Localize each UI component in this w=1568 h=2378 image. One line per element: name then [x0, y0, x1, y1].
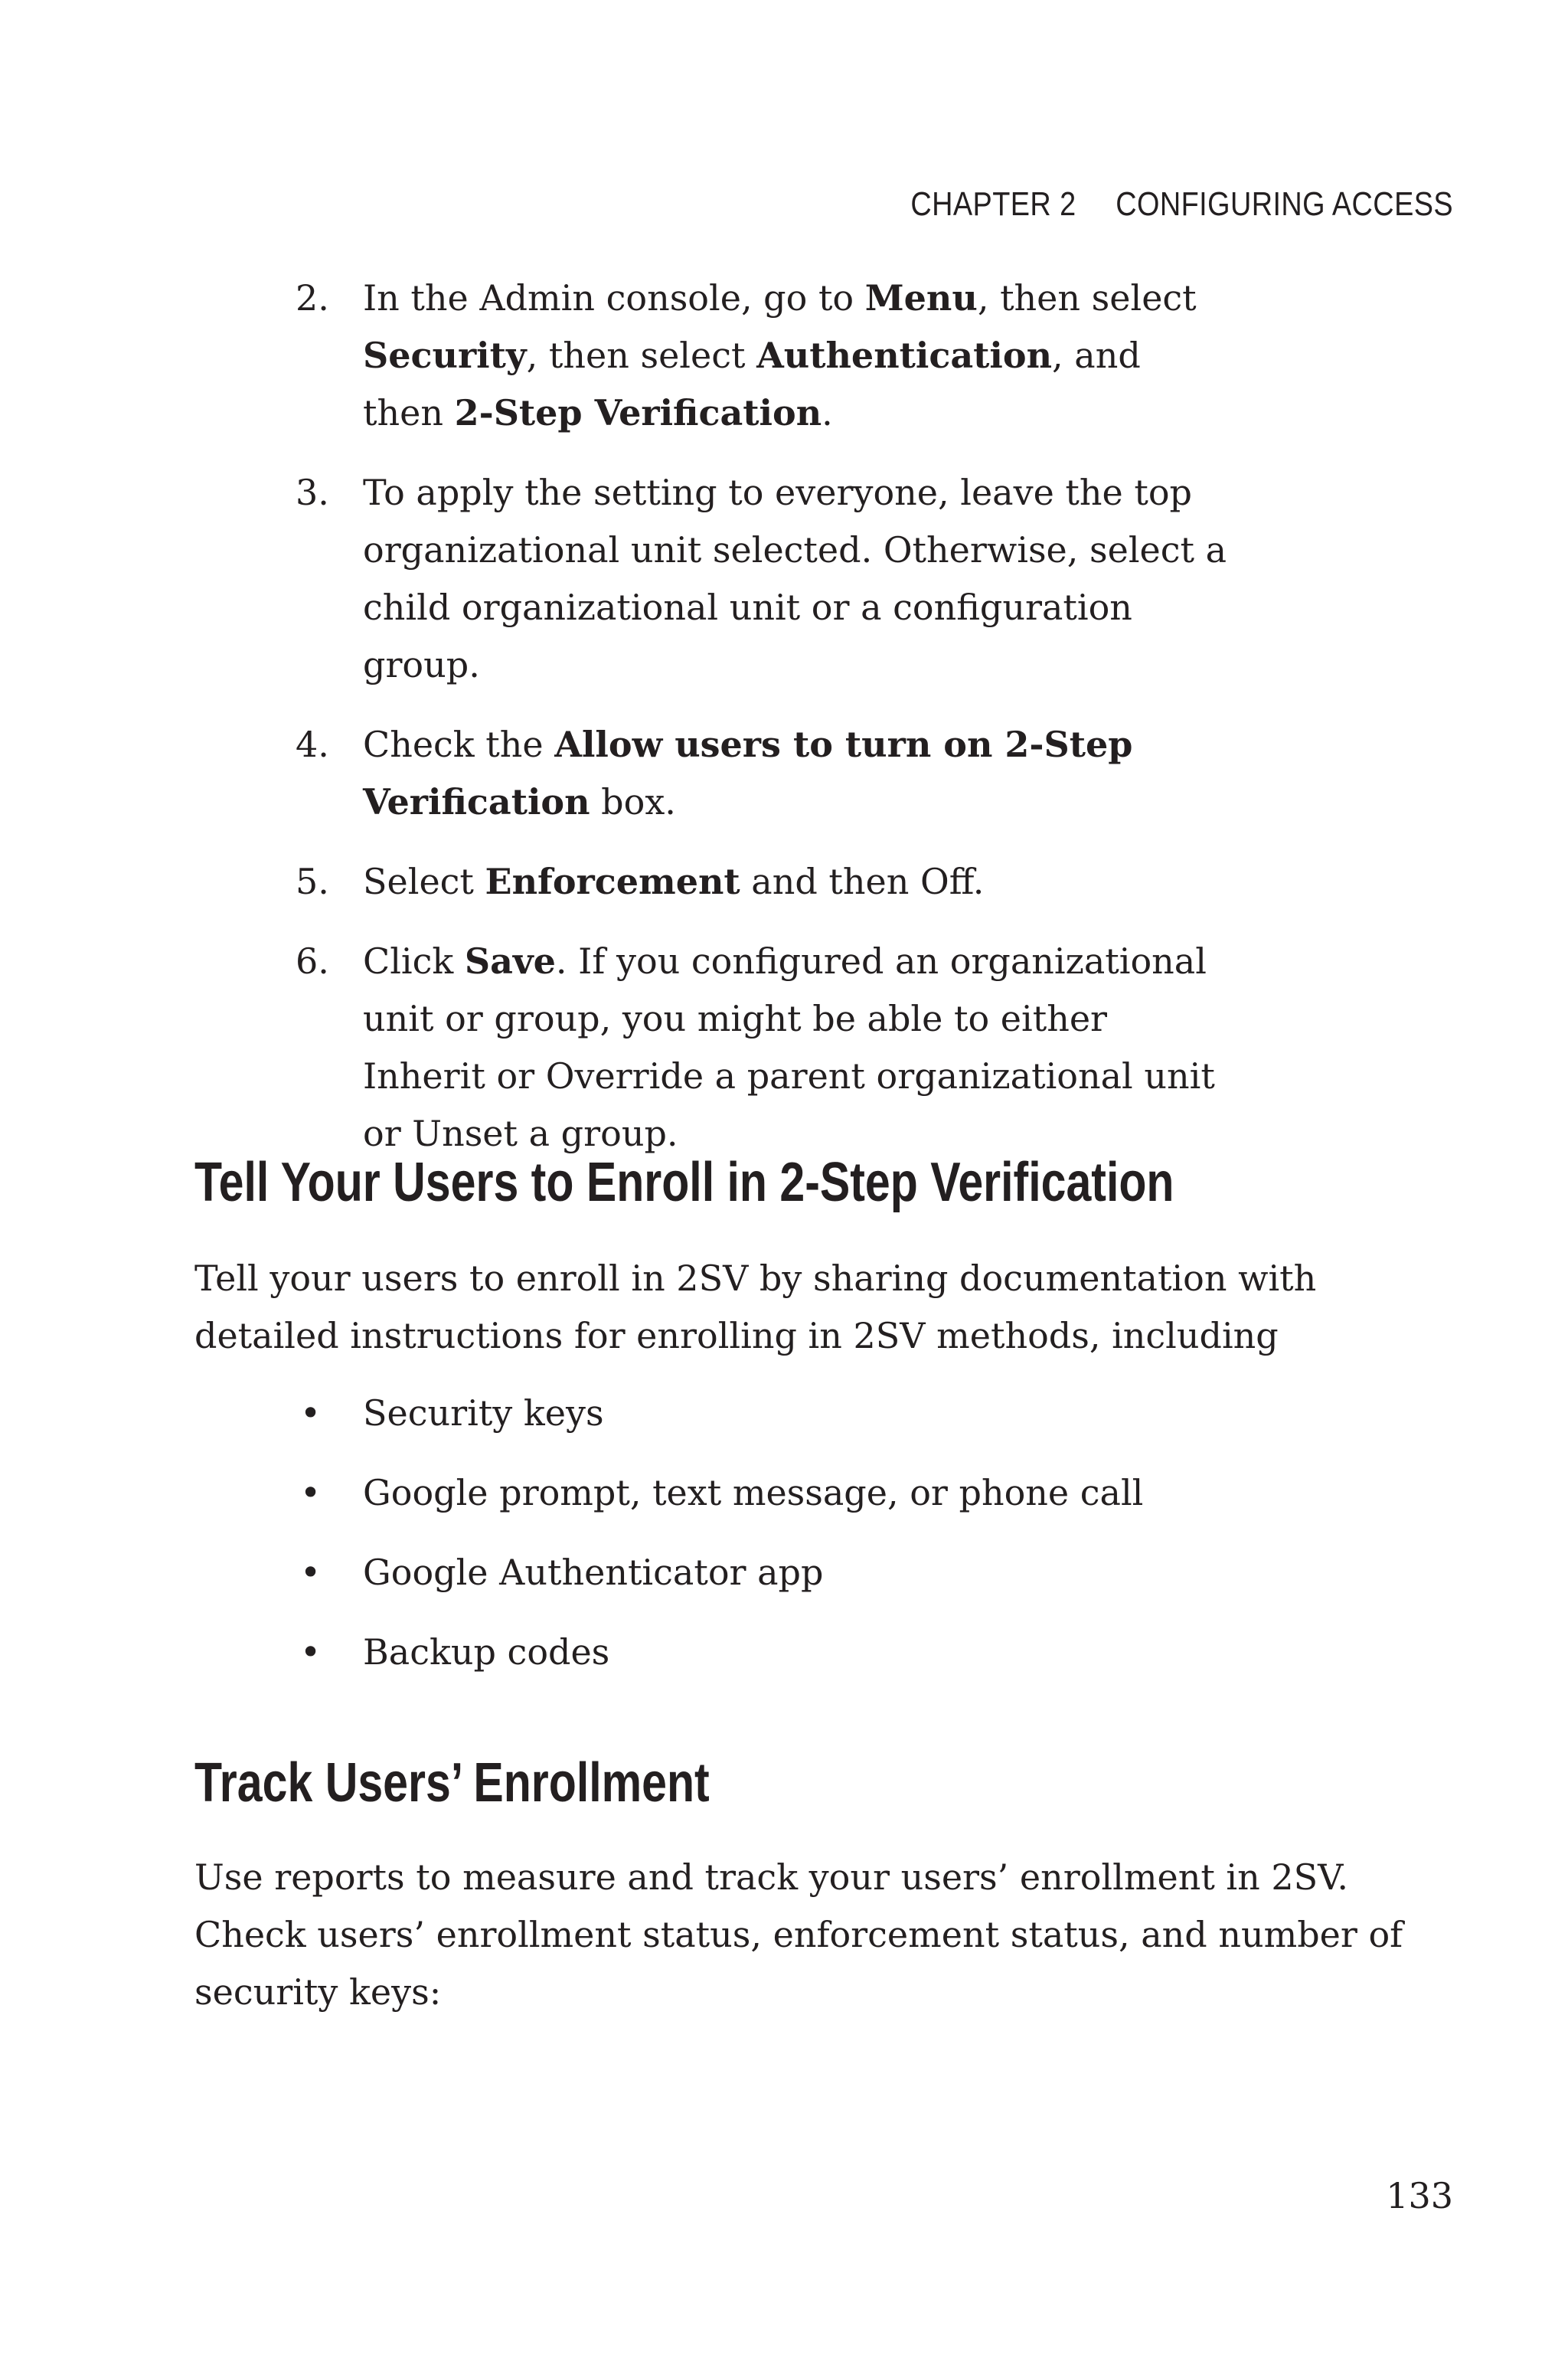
step-bold-text: Menu [864, 277, 978, 319]
page-number: 133 [1386, 2175, 1453, 2216]
step-text: , then select [526, 335, 757, 376]
numbered-steps [0, 270, 1568, 1163]
step-text: Click [363, 940, 465, 982]
step-item [0, 933, 1228, 1163]
step-text: box. [590, 781, 676, 823]
step-bold-text: Save [464, 940, 556, 982]
chapter-label: CHAPTER 2 [910, 185, 1076, 223]
step-number: 4. [296, 724, 329, 765]
step-item [0, 853, 1228, 911]
bullet-text: Backup codes [363, 1631, 610, 1673]
running-head [910, 185, 1453, 224]
enroll-methods-list [0, 1385, 1568, 1681]
step-number: 2. [296, 277, 329, 319]
bullet-text: Google prompt, text message, or phone call [363, 1472, 1144, 1513]
bullet-item [0, 1464, 1228, 1522]
step-bold-text: Security [363, 335, 527, 376]
bullet-icon: • [300, 1552, 322, 1593]
step-number: 5. [296, 861, 329, 902]
step-item [0, 716, 1228, 831]
step-text: , and then [363, 335, 1141, 433]
bullet-icon: • [300, 1631, 322, 1673]
step-number: 3. [296, 472, 329, 513]
step-text: Check the [363, 724, 555, 765]
step-bold-text: 2-Step Verification [454, 392, 822, 433]
bullet-text: Security keys [363, 1392, 604, 1434]
section-heading-enroll: Tell Your Users to Enroll in 2-Step Verification [194, 1152, 1174, 1213]
step-item [0, 270, 1228, 442]
section-intro-enroll: Tell your users to enroll in 2SV by sharing documentation with detailed instructions for enrolling in 2SV methods, including [194, 1258, 1317, 1356]
step-text: . If you configured an organizational unit or group, you might be able to either Inherit or Override a parent organizational unit or Unset a group. [363, 940, 1215, 1154]
step-bold-text: Authentication [756, 335, 1053, 376]
section-intro-track: Use reports to measure and track your users’ enrollment in 2SV. Check users’ enrollment status, enforcement status, and number of security keys: [194, 1856, 1403, 2013]
step-text: . [822, 392, 833, 433]
step-text: In the Admin console, go to [363, 277, 865, 319]
step-bold-text: Allow users to turn on 2-Step Verification [363, 724, 1133, 823]
step-text: Select [363, 861, 485, 902]
bullet-icon: • [300, 1392, 322, 1434]
bullet-icon: • [300, 1472, 322, 1513]
bullet-text: Google Authenticator app [363, 1552, 824, 1593]
bullet-item [0, 1624, 1228, 1681]
bullet-item [0, 1544, 1228, 1601]
step-item [0, 464, 1228, 694]
section-heading-track: Track Users’ Enrollment [194, 1752, 710, 1814]
bullet-item [0, 1385, 1228, 1442]
step-text: , then select [977, 277, 1197, 319]
step-number: 6. [296, 940, 329, 982]
step-text: and then Off. [740, 861, 985, 902]
step-text: To apply the setting to everyone, leave the top organizational unit selected. Otherwise, select a child organizational unit or a configuration group. [363, 472, 1227, 685]
chapter-title: CONFIGURING ACCESS [1116, 185, 1453, 223]
step-bold-text: Enforcement [485, 861, 740, 902]
